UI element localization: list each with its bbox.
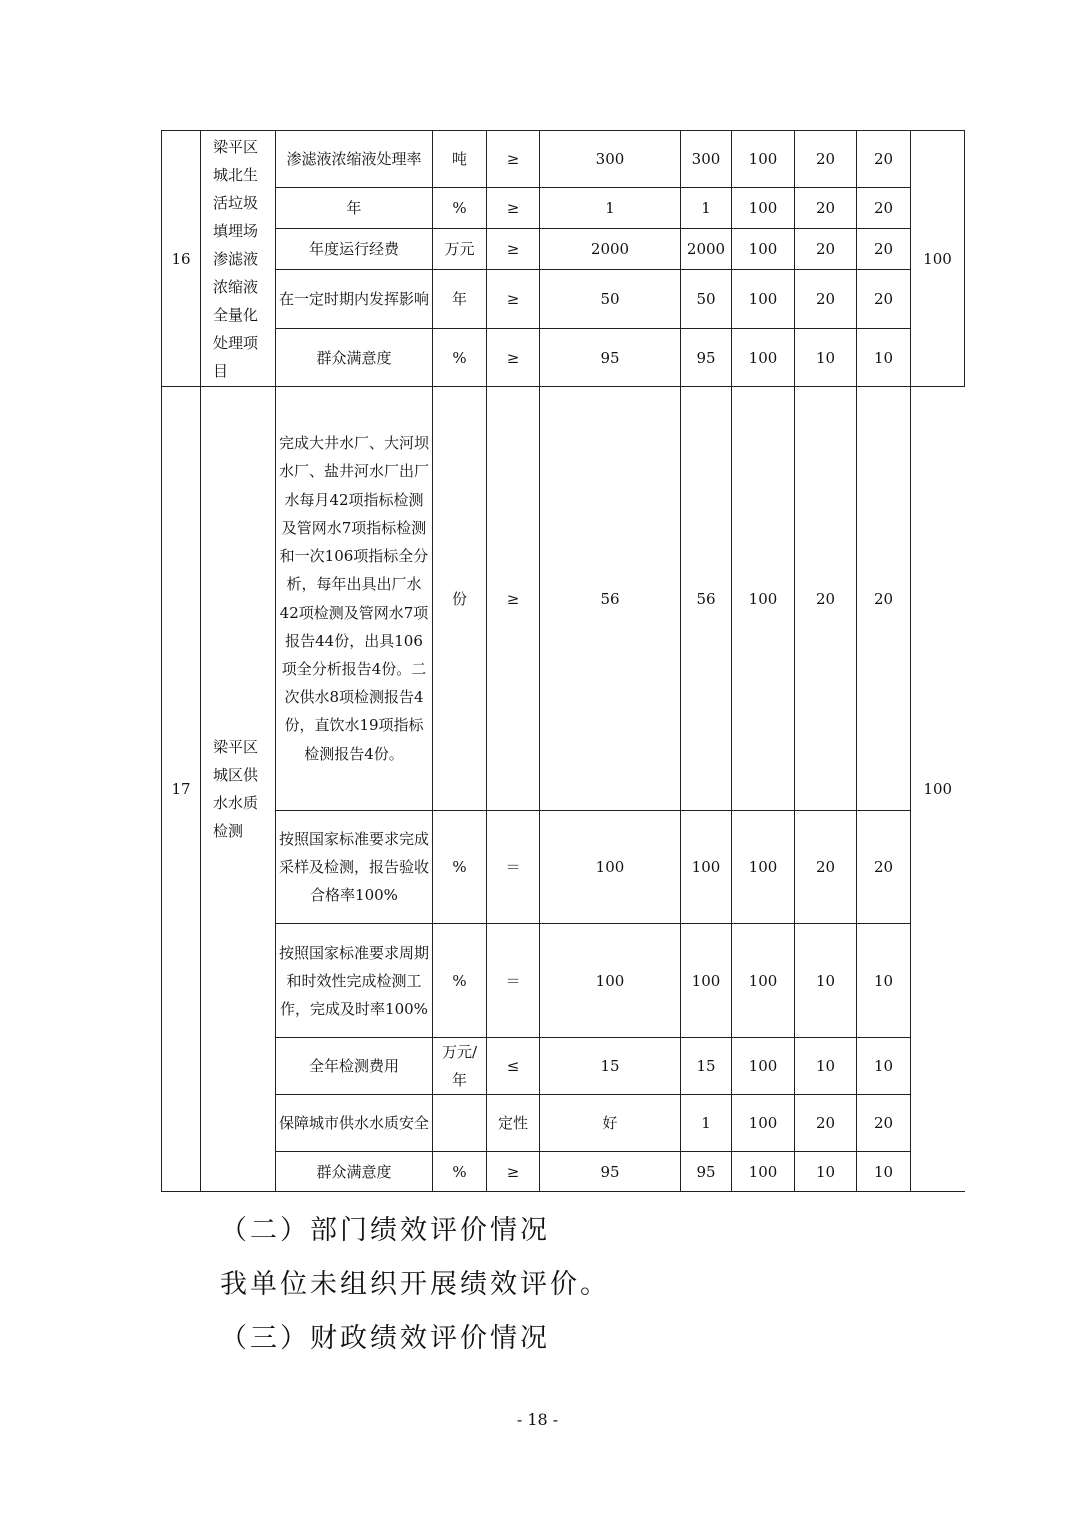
unit-cell: %: [433, 188, 487, 229]
rate-cell: 100: [732, 329, 795, 387]
weight-cell: 10: [795, 924, 857, 1038]
weight-cell: 10: [795, 1038, 857, 1095]
target-cell: 95: [540, 1152, 681, 1192]
rate-cell: 100: [732, 131, 795, 188]
rate-cell: 100: [732, 1038, 795, 1095]
rate-cell: 100: [732, 270, 795, 329]
unit-cell: 万元/年: [433, 1038, 487, 1095]
weight-cell: 10: [795, 329, 857, 387]
rate-cell: 100: [732, 188, 795, 229]
weight-cell: 20: [795, 229, 857, 270]
weight-cell: 20: [795, 131, 857, 188]
indicator-cell: 按照国家标准要求周期和时效性完成检测工作，完成及时率100%: [276, 924, 433, 1038]
score-cell: 10: [857, 924, 911, 1038]
target-cell: 100: [540, 924, 681, 1038]
unit-cell: %: [433, 924, 487, 1038]
actual-cell: 15: [681, 1038, 732, 1095]
unit-cell: [433, 1095, 487, 1152]
unit-cell: %: [433, 329, 487, 387]
target-cell: 100: [540, 811, 681, 924]
indicator-cell: 年度运行经费: [276, 229, 433, 270]
actual-cell: 1: [681, 188, 732, 229]
target-cell: 95: [540, 329, 681, 387]
actual-cell: 300: [681, 131, 732, 188]
project-name: 梁平区城区供水水质检测: [201, 387, 276, 1192]
weight-cell: 20: [795, 1095, 857, 1152]
operator-cell: ≥: [487, 229, 540, 270]
score-cell: 20: [857, 1095, 911, 1152]
actual-cell: 50: [681, 270, 732, 329]
table-row: [162, 1038, 965, 1095]
performance-table: [161, 130, 965, 1192]
operator-cell: ≥: [487, 1152, 540, 1192]
score-cell: 20: [857, 131, 911, 188]
rate-cell: 100: [732, 811, 795, 924]
table-row: [162, 1152, 965, 1192]
score-cell: 10: [857, 1038, 911, 1095]
operator-cell: ＝: [487, 811, 540, 924]
unit-cell: %: [433, 811, 487, 924]
unit-cell: 吨: [433, 131, 487, 188]
indicator-cell: 保障城市供水水质安全: [276, 1095, 433, 1152]
indicator-cell: 年: [276, 188, 433, 229]
operator-cell: ≥: [487, 387, 540, 811]
project-name: 梁平区城北生活垃圾填埋场渗滤液浓缩液全量化处理项目: [201, 131, 276, 387]
table-row: [162, 131, 965, 188]
unit-cell: 份: [433, 387, 487, 811]
actual-cell: 1: [681, 1095, 732, 1152]
indicator-cell: 完成大井水厂、大河坝水厂、盐井河水厂出厂水每月42项指标检测及管网水7项指标检测和一次106项指标全分析，每年出具出厂水42项检测及管网水7项报告44份，出具106项全分析报告4份。二次供水8项检测报告4份，直饮水19项指标检测报告4份。: [276, 387, 433, 811]
target-cell: 15: [540, 1038, 681, 1095]
total-score-cell: 100: [911, 387, 965, 1192]
rate-cell: 100: [732, 229, 795, 270]
section-heading: （二）部门绩效评价情况: [220, 1215, 550, 1246]
indicator-cell: 在一定时期内发挥影响: [276, 270, 433, 329]
score-cell: 20: [857, 811, 911, 924]
unit-cell: 万元: [433, 229, 487, 270]
actual-cell: 95: [681, 1152, 732, 1192]
rate-cell: 100: [732, 1095, 795, 1152]
target-cell: 1: [540, 188, 681, 229]
table-row: [162, 188, 965, 229]
target-cell: 50: [540, 270, 681, 329]
weight-cell: 20: [795, 811, 857, 924]
operator-cell: 定性: [487, 1095, 540, 1152]
table-row: [162, 1095, 965, 1152]
weight-cell: 20: [795, 188, 857, 229]
section-heading: （三）财政绩效评价情况: [220, 1323, 550, 1354]
unit-cell: 年: [433, 270, 487, 329]
score-cell: 20: [857, 387, 911, 811]
rate-cell: 100: [732, 387, 795, 811]
indicator-cell: 按照国家标准要求完成采样及检测，报告验收合格率100%: [276, 811, 433, 924]
indicator-cell: 全年检测费用: [276, 1038, 433, 1095]
operator-cell: ≥: [487, 329, 540, 387]
operator-cell: ≥: [487, 131, 540, 188]
score-cell: 20: [857, 229, 911, 270]
actual-cell: 2000: [681, 229, 732, 270]
table-row: [162, 387, 965, 811]
section-paragraph: 我单位未组织开展绩效评价。: [220, 1269, 610, 1300]
table-row: [162, 270, 965, 329]
operator-cell: ＝: [487, 924, 540, 1038]
indicator-cell: 群众满意度: [276, 329, 433, 387]
rate-cell: 100: [732, 924, 795, 1038]
table-row: [162, 329, 965, 387]
table-row: [162, 924, 965, 1038]
total-score-cell: 100: [911, 131, 965, 387]
table-row: [162, 229, 965, 270]
weight-cell: 20: [795, 387, 857, 811]
indicator-cell: 渗滤液浓缩液处理率: [276, 131, 433, 188]
actual-cell: 56: [681, 387, 732, 811]
score-cell: 10: [857, 329, 911, 387]
operator-cell: ≤: [487, 1038, 540, 1095]
weight-cell: 20: [795, 270, 857, 329]
weight-cell: 10: [795, 1152, 857, 1192]
target-cell: 好: [540, 1095, 681, 1152]
indicator-cell: 群众满意度: [276, 1152, 433, 1192]
score-cell: 10: [857, 1152, 911, 1192]
table-row: [162, 811, 965, 924]
actual-cell: 95: [681, 329, 732, 387]
score-cell: 20: [857, 270, 911, 329]
row-number: 16: [162, 131, 201, 387]
row-number: 17: [162, 387, 201, 1192]
operator-cell: ≥: [487, 188, 540, 229]
rate-cell: 100: [732, 1152, 795, 1192]
operator-cell: ≥: [487, 270, 540, 329]
unit-cell: %: [433, 1152, 487, 1192]
actual-cell: 100: [681, 811, 732, 924]
actual-cell: 100: [681, 924, 732, 1038]
target-cell: 300: [540, 131, 681, 188]
target-cell: 56: [540, 387, 681, 811]
score-cell: 20: [857, 188, 911, 229]
target-cell: 2000: [540, 229, 681, 270]
page-number: - 18 -: [516, 1410, 559, 1429]
